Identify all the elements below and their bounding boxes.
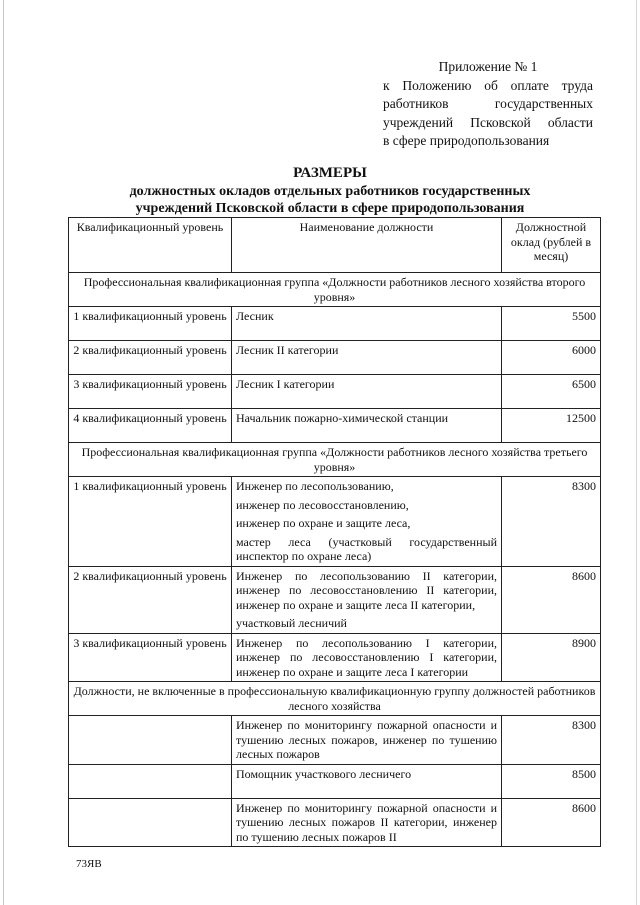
table-row [69, 798, 601, 847]
table-row [69, 409, 601, 443]
row-salary: 8600 [502, 798, 601, 847]
row-salary: 12500 [502, 409, 601, 443]
document-title: РАЗМЕРЫ [293, 165, 367, 181]
group-row [69, 443, 601, 477]
subtitle-line-1: должностных окладов отдельных работников государственных [129, 184, 531, 199]
position-line: мастер леса (участковый государственный инспектор по охране леса) [236, 534, 497, 563]
position-line: Инженер по лесопользованию II категории, инженер по лесовосстановлению II категории, инженер по охране и защите леса II категории, [236, 568, 497, 612]
table-row [69, 375, 601, 409]
annex-line-5: в сфере природопользования [383, 133, 550, 148]
group2-title: Профессиональная квалификационная группа «Должности работников лесного хозяйства второго уровня» [69, 273, 601, 307]
table-row [69, 341, 601, 375]
footer-code: 73ЯВ [76, 858, 102, 870]
group-row [69, 273, 601, 307]
row-position: Инженер по мониторингу пожарной опасности и тушению лесных пожаров, инженер по тушению лесных пожаров [232, 716, 502, 765]
row-position [232, 477, 502, 567]
position-line: участковый лесничий [236, 616, 347, 630]
row-position [232, 566, 502, 633]
row-level: 1 квалификационный уровень [69, 307, 232, 341]
row-salary: 8300 [502, 477, 601, 567]
row-level: 1 квалификационный уровень [69, 477, 232, 567]
row-salary: 5500 [502, 307, 601, 341]
header-position: Наименование должности [232, 218, 502, 273]
salary-table [68, 217, 601, 847]
position-line: инженер по охране и защите леса, [236, 516, 411, 530]
row-level-empty [69, 716, 232, 765]
table-row [69, 716, 601, 765]
row-salary: 8600 [502, 566, 601, 633]
document-subtitle [60, 183, 600, 217]
row-position: Лесник I категории [232, 375, 502, 409]
row-salary: 8900 [502, 633, 601, 682]
position-line: Инженер по лесопользованию I категории, инженер по лесовосстановлению I категории, инженер по охране и защите леса I категории [236, 635, 497, 679]
row-position: Лесник II категории [232, 341, 502, 375]
row-level-empty [69, 798, 232, 847]
header-salary: Должностной оклад (рублей в месяц) [502, 218, 601, 273]
table-header-row [69, 218, 601, 273]
row-position: Лесник [232, 307, 502, 341]
row-level: 2 квалификационный уровень [69, 566, 232, 633]
position-line: Инженер по лесопользованию, [236, 479, 394, 493]
subtitle-line-2: учреждений Псковской области в сфере природопользования [135, 201, 525, 216]
annex-line-4: учреждений Псковской области [383, 114, 593, 130]
row-level: 3 квалификационный уровень [69, 375, 232, 409]
row-position [232, 633, 502, 682]
annex-line-2: к Положению об оплате труда [383, 77, 593, 93]
annex-line-3: работников государственных [383, 96, 593, 111]
group3-title: Профессиональная квалификационная группа «Должности работников лесного хозяйства третьего уровня» [69, 443, 601, 477]
row-level: 2 квалификационный уровень [69, 341, 232, 375]
table-row [69, 566, 601, 633]
row-level: 4 квалификационный уровень [69, 409, 232, 443]
row-position: Инженер по мониторингу пожарной опасности и тушению лесных пожаров II категории, инженер по тушению лесных пожаров II [232, 798, 502, 847]
row-level-empty [69, 764, 232, 798]
row-salary: 8300 [502, 716, 601, 765]
table-row [69, 477, 601, 567]
other-title: Должности, не включенные в профессиональную квалификационную группу должностей работников лесного хозяйства [69, 682, 601, 716]
table-row [69, 307, 601, 341]
position-line: инженер по лесовосстановлению, [236, 497, 409, 512]
annex-header [383, 58, 593, 151]
row-salary: 6000 [502, 341, 601, 375]
row-salary: 8500 [502, 764, 601, 798]
row-position: Начальник пожарно-химической станции [232, 409, 502, 443]
page-edge-left [3, 0, 4, 905]
group-row [69, 682, 601, 716]
annex-number: Приложение № 1 [438, 59, 538, 74]
row-position: Помощник участкового лесничего [232, 764, 502, 798]
table-row [69, 633, 601, 682]
row-level: 3 квалификационный уровень [69, 633, 232, 682]
page-edge-right [636, 0, 637, 905]
table-row [69, 764, 601, 798]
row-salary: 6500 [502, 375, 601, 409]
header-level: Квалификационный уровень [69, 218, 232, 273]
